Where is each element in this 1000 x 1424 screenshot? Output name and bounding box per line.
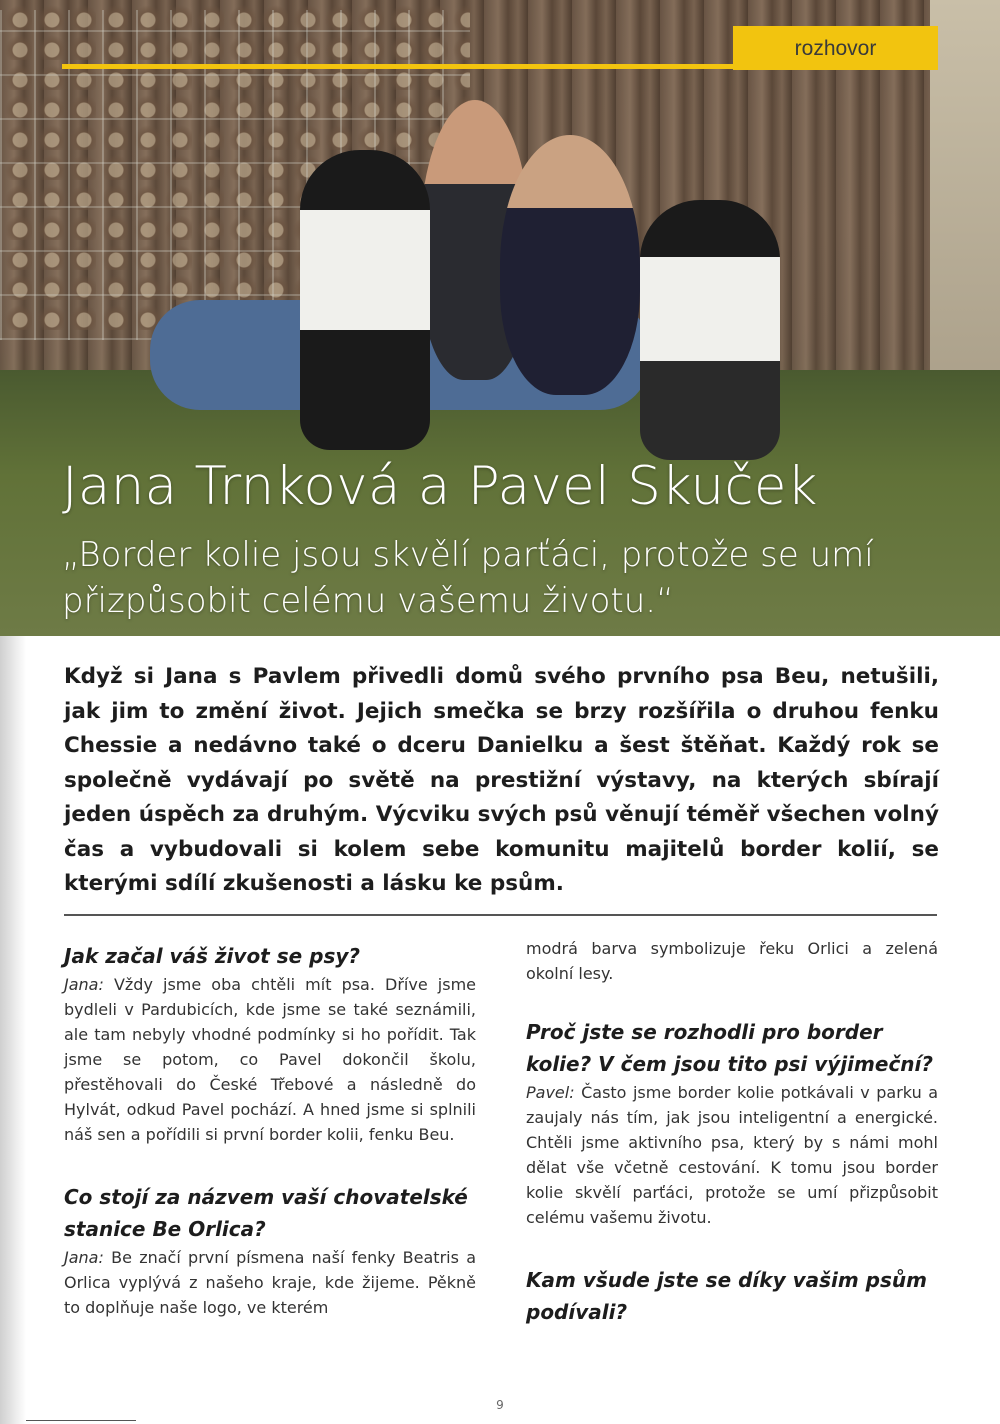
divider bbox=[64, 914, 937, 916]
question-heading: Proč jste se rozhodli pro border kolie? V čem jsou tito psi výjimeční? bbox=[526, 1020, 933, 1076]
speaker-label: Pavel: bbox=[526, 1083, 575, 1102]
answer-paragraph bbox=[64, 1245, 476, 1320]
answer-paragraph bbox=[64, 972, 476, 1147]
page-edge-shadow bbox=[0, 636, 26, 1424]
pull-quote: „Border kolie jsou skvělí parťáci, protože se umí přizpůsobit celému vašemu životu.“ bbox=[62, 535, 874, 621]
question-heading: Jak začal váš život se psy? bbox=[64, 944, 360, 968]
speaker-label: Jana: bbox=[64, 1248, 104, 1267]
page-number: 9 bbox=[496, 1398, 504, 1412]
left-column bbox=[64, 940, 476, 1320]
article-title: Jana Trnková a Pavel Skuček bbox=[62, 456, 818, 517]
border-collie-left bbox=[300, 150, 430, 450]
lead-paragraph: Když si Jana s Pavlem přivedli domů svého prvního psa Beu, netušili, jak jim to změní život. Jejich smečka se brzy rozšířila o druhou fenku Chessie a nedávno také o dceru Danielku a šest štěňat. Každý rok se společně vydávají po světě na prestižní výstavy, na kterých sbírají jeden úspěch za druhým. Výcviku svých psů věnují téměř všechen volný čas a vybudovali si kolem sebe komunitu majitelů border kolií, se kterými sdílí zkušenosti a lásku ke psům. bbox=[64, 664, 939, 896]
section-tag: rozhovor bbox=[733, 26, 938, 70]
question-heading: Co stojí za názvem vaší chovatelské stanice Be Orlica? bbox=[64, 1185, 468, 1241]
answer-text: Vždy jsme oba chtěli mít psa. Dříve jsme bydleli v Pardubicích, kde jsme se také seznámili, ale tam nebyly vhodné podmínky si ho pořídit. Tak jsme se potom, co Pavel dokončil školu, přestěhovali do České Třebové a následně do Hylvát, odkud Pavel pochází. A hned jsme si splnili náš sen a pořídili si první border kolii, fenku Beu. bbox=[64, 975, 476, 1144]
right-column bbox=[526, 936, 938, 1328]
answer-text: Be značí první písmena naší fenky Beatris a Orlica vyplývá z našeho kraje, kde žijeme. Pěkně to doplňuje naše logo, ve kterém bbox=[64, 1248, 476, 1317]
border-collie-right bbox=[640, 200, 780, 460]
answer-text: Často jsme border kolie potkávali v parku a zaujaly nás tím, jak jsou inteligentní a energické. Chtěli jsme aktivního psa, který by s námi mohl dělat vše včetně cestování. K tomu jsou border kolie skvělí parťáci, protože se umí přizpůsobit celému vašemu životu. bbox=[526, 1083, 938, 1227]
wall bbox=[930, 0, 1000, 420]
answer-paragraph bbox=[526, 1080, 938, 1230]
header-accent-line bbox=[62, 64, 738, 69]
continuation-text: modrá barva symbolizuje řeku Orlici a zelená okolní lesy. bbox=[526, 939, 938, 983]
woman-figure bbox=[500, 135, 640, 395]
question-heading: Kam všude jste se díky vašim psům podívali? bbox=[526, 1268, 927, 1324]
speaker-label: Jana: bbox=[64, 975, 104, 994]
footer-line bbox=[26, 1420, 136, 1421]
